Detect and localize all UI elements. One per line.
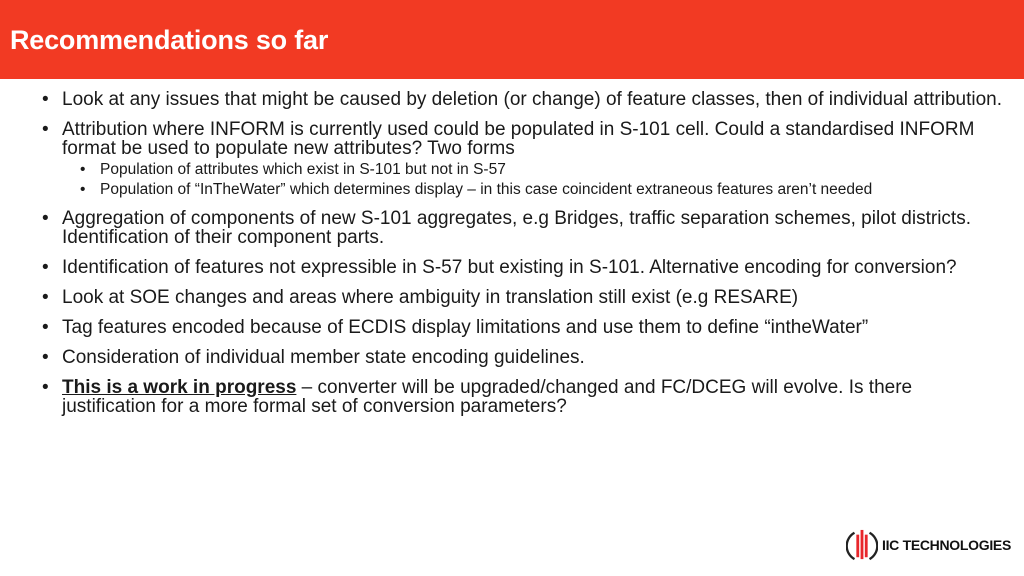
bullet-text: Identification of features not expressible in S-57 but existing in S-101. Alternative encoding for conversion? <box>62 257 957 278</box>
bullet-text: Tag features encoded because of ECDIS display limitations and use them to define “intheWater” <box>62 317 869 338</box>
bullet-item <box>42 288 1007 307</box>
bullet-item <box>42 318 1007 337</box>
bullet-item <box>42 209 1007 247</box>
logo-mark-icon <box>846 526 878 564</box>
bullet-text: – converter will be upgraded/changed and FC/DCEG will evolve. Is there justification for a more formal set of conversion parameters? <box>62 377 913 417</box>
sub-bullet-text: Population of “InTheWater” which determines display – in this case coincident extraneous features aren’t needed <box>100 181 873 198</box>
bullet-text: Look at any issues that might be caused by deletion (or change) of feature classes, then of individual attribution. <box>62 89 1003 110</box>
bullet-item <box>42 348 1007 367</box>
company-logo <box>846 526 1011 564</box>
bullet-list <box>42 90 1007 416</box>
bullet-item <box>42 90 1007 109</box>
logo-text: IIC TECHNOLOGIES <box>882 537 1011 553</box>
sub-bullet-list <box>80 161 1007 198</box>
bullet-text: Consideration of individual member state encoding guidelines. <box>62 347 585 368</box>
title-bar <box>0 0 1024 79</box>
bullet-item <box>42 258 1007 277</box>
bullet-text: Aggregation of components of new S-101 aggregates, e.g Bridges, traffic separation schemes, pilot districts. Identification of their component parts. <box>62 208 971 248</box>
bullet-item <box>42 378 1007 416</box>
sub-bullet-item <box>80 181 1007 198</box>
page-title: Recommendations so far <box>10 25 329 55</box>
sub-bullet-item <box>80 161 1007 178</box>
bullet-item <box>42 120 1007 198</box>
bullet-text: Attribution where INFORM is currently used could be populated in S-101 cell. Could a standardised INFORM format be used to populate new attributes? Two forms <box>62 119 975 159</box>
bullet-text: Look at SOE changes and areas where ambiguity in translation still exist (e.g RESARE) <box>62 287 799 308</box>
bullet-emphasis: This is a work in progress <box>62 377 297 398</box>
sub-bullet-text: Population of attributes which exist in S-101 but not in S-57 <box>100 161 506 178</box>
